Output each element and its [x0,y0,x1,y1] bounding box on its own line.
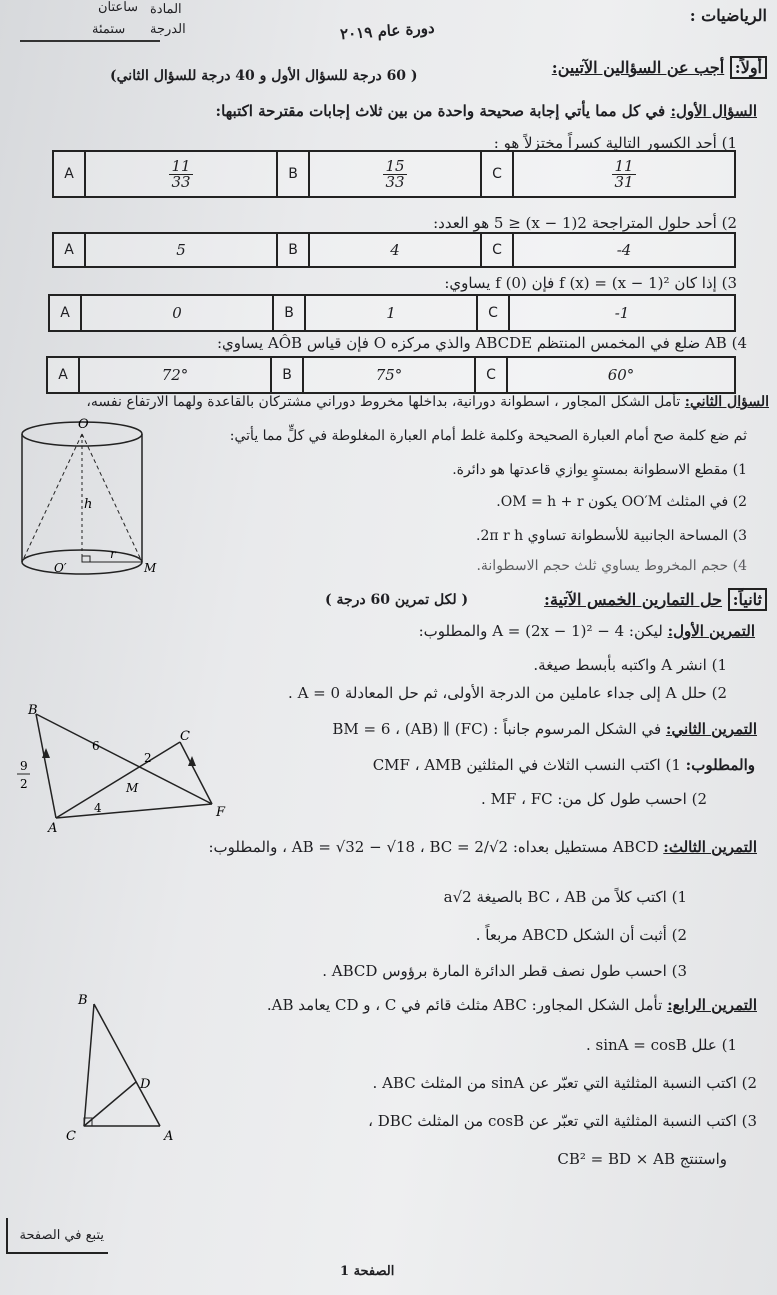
triangles-figure [12,700,242,840]
label-b: B [78,993,88,1008]
ex3-task-2: 2) أثبت أن الشكل ABCD مربعاً . [475,926,687,944]
q1-item2-text: 2) أحد حلول المتراجحة 2(x − 1) ≤ 5 هو العدد: [433,214,737,232]
ex1-title: التمرين الأول: [667,622,755,640]
label-b: B [28,703,38,718]
option-a-value: 72° [78,358,270,392]
label-two: 2 [144,751,152,765]
option-label: B [272,296,304,330]
q2-statement-1: 1) مقطع الاسطوانة بمستوٍ يوازي قاعدتها هو دائرة. [452,462,747,478]
q1-item3-text: 3) إذا كان f (x) = (x − 1)² فإن f (0) يساوي: [444,274,737,292]
label-m: M [126,781,139,795]
label-r: r [110,547,116,561]
option-label: C [480,234,512,266]
ex1-task-1: 1) انشر A واكتبه بأبسط صيغة. [533,656,727,674]
part2-title: حل التمارين الخمس الآتية: [544,590,723,609]
header-divider [20,40,160,42]
option-b-value: $\frac{15}{33}$ [308,152,480,196]
q2-intro: تأمل الشكل المجاور ، اسطوانة دورانية، بداخلها مخروط دوراني مشتركان بالقاعدة ولهما الارتفاع نفسه، [86,394,681,410]
option-b-value: 4 [308,234,480,266]
label-nine: 9 [20,759,28,773]
part1-title: أجب عن السؤالين الآتيين: [551,58,725,77]
option-label: A [64,166,74,182]
cylinder-cone-figure [10,412,160,582]
q2-instruction: ثم ضع كلمة صح أمام العبارة الصحيحة وكلمة غلط أمام العبارة المغلوطة في كلٍّ مما يأتي: [229,428,747,444]
ex1-statement: ليكن: A = (2x − 1)² − 4 والمطلوب: [418,622,663,640]
option-label: C [476,296,508,330]
subject-small: المادة [150,2,182,17]
ex4-task-4: واستنتج CB² = BD × AB [557,1150,727,1168]
ex1-task-2: 2) حلل A إلى جداء عاملين من الدرجة الأولى، ثم حل المعادلة A = 0 . [288,684,727,702]
label-a: A [164,1129,174,1144]
option-a-value: $\frac{11}{33}$ [84,152,276,196]
label-m: M [144,561,157,575]
ex3-task-1: 1) اكتب كلاً من BC ، AB بالصيغة a√2 [443,888,687,906]
label-a: A [48,821,58,836]
q2-statement-2: 2) في المثلث OO′M يكون OM = h + r. [496,494,747,510]
label-c: C [66,1129,76,1144]
ex2-task-2: 2) احسب طول كل من: MF ، FC . [481,790,707,808]
ex4-task-1: 1) علل sinA = cosB . [585,1036,737,1054]
option-b-value: 1 [304,296,476,330]
option-b-value: 75° [302,358,474,392]
q1-item4-text: 4) AB ضلع في المخمس المنتظم ABCDE والذي مركزه O فإن قياس AÔB يساوي: [216,334,747,352]
label-o: O [78,417,89,432]
label-c: C [180,729,190,744]
part1-heading: أولاً: [730,56,767,79]
option-c-value: -1 [508,296,734,330]
ex2-statement: في الشكل المرسوم جانباً : (FC) ∥ (AB) ، BM = 6 [332,720,662,738]
q1-item3-table [48,294,736,332]
ex3-title: التمرين الثالث: [663,838,757,856]
q1-title: السؤال الأول: [670,102,757,120]
option-a-value: 5 [84,234,276,266]
ex4-statement: تأمل الشكل المجاور: ABC مثلث قائم في C ، و CD يعامد AB. [266,996,663,1014]
label-o-prime: O′ [54,561,67,575]
q1-item1-table [52,150,736,198]
option-c-value: -4 [512,234,734,266]
q1-item1-text: 1) أحد الكسور التالية كسراً مختزلاً هو : [493,134,737,152]
label-h: h [84,497,93,512]
option-c-value: $\frac{11}{31}$ [512,152,734,196]
q2-statement-3: 3) المساحة الجانبية للأسطوانة تساوي 2π r h. [475,528,747,544]
duration: ساعتان [98,0,139,15]
part2-marks: ( لكل تمرين 60 درجة ) [325,592,469,608]
label-six: 6 [92,739,100,753]
ex3-statement: ABCD مستطيل بعداه: AB = √32 − √18 ، BC = 2/√2 ، والمطلوب: [208,838,659,856]
ex4-task-3: 3) اكتب النسبة المثلثية التي تعبّر عن cosB من المثلث DBC ، [368,1112,757,1130]
page-number: الصفحة 1 [340,1264,395,1279]
option-label: B [276,234,308,266]
q1-item2-table [52,232,736,268]
part1-marks: ( 60 درجة للسؤال الأول و 40 درجة للسؤال الثاني) [110,68,418,84]
right-triangle-figure [60,990,190,1150]
ex4-title: التمرين الرابع: [667,996,757,1014]
q2-title: السؤال الثاني: [684,394,769,410]
session-year: دورة عام ٢٠١٩ [339,18,436,44]
option-label: A [60,305,70,321]
option-label: C [474,358,506,392]
ex3-task-3: 3) احسب طول نصف قطر الدائرة المارة برؤوس ABCD . [322,962,687,980]
continue-note: يتبع في الصفحة [19,1228,104,1243]
subject-title: الرياضيات : [689,6,767,25]
option-label: A [64,242,74,258]
grade-value: ستمئة [92,22,126,37]
label-d: D [140,1077,151,1092]
option-label: C [480,152,512,196]
part2-heading: ثانياً: [728,588,767,611]
grade-label: الدرجة [150,22,186,37]
option-c-value: 60° [506,358,734,392]
ex2-title: التمرين الثاني: [665,720,757,738]
q1-item4-table [46,356,736,394]
ex4-task-2: 2) اكتب النسبة المثلثية التي تعبّر عن sinA من المثلث ABC . [372,1074,757,1092]
q2-statement-4: 4) حجم المخروط يساوي ثلث حجم الاسطوانة. [476,558,747,574]
label-f: F [216,805,226,820]
option-label: A [58,367,68,383]
option-a-value: 0 [80,296,272,330]
label-two-den: 2 [20,777,28,791]
q1-instruction: في كل مما يأتي إجابة صحيحة واحدة من بين ثلاث إجابات مقترحة اكتبها: [215,102,666,120]
option-label: B [270,358,302,392]
option-label: B [276,152,308,196]
ex2-request: والمطلوب: [685,756,755,774]
ex2-task-1: 1) اكتب النسب الثلاث في المثلثين CMF ، AMB [372,756,681,774]
label-four: 4 [94,801,102,815]
